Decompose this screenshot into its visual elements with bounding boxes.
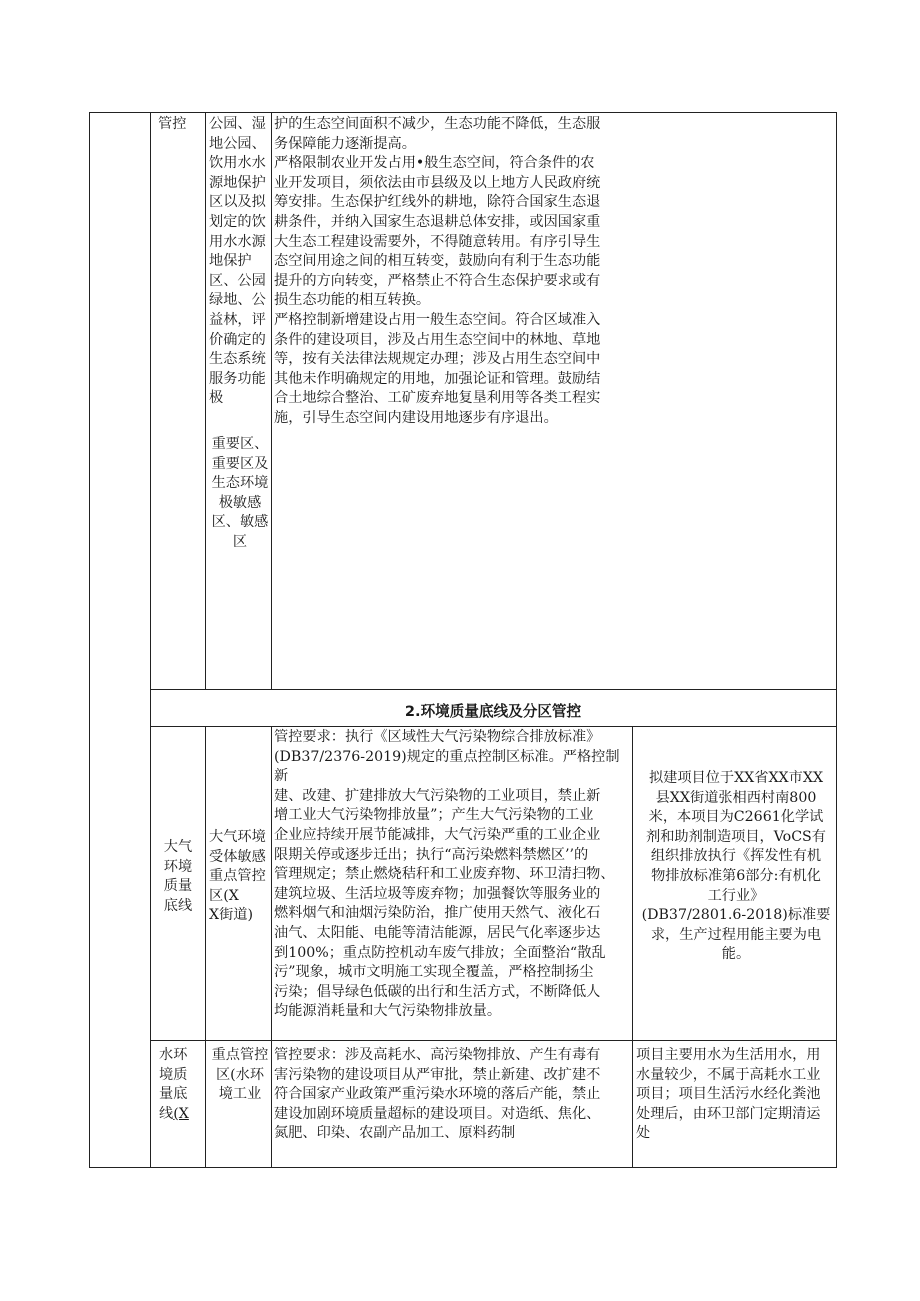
ecology-category-cell: 管控 [158, 116, 187, 132]
table-line-col3 [271, 112, 272, 689]
ecology-zone-cell-lower: 重要区、 重要区及 生态环境 极敏感 区、敏感 区 [211, 436, 269, 550]
table-border-top [89, 112, 837, 113]
table-border-left [89, 112, 90, 1167]
table-line-heading-bottom [150, 726, 837, 727]
water-category-cell [159, 1046, 203, 1124]
air-compliance-cell: 拟建项目位于XX省XX市XX 县XX街道张相西村南800 米，本项目为C2661化学试 剂和助剂制造项目，VoCS有 组织排放执行《挥发性有机 物排放标准第6部分:有机化 工行业》 (DB37/2801.6-2018)标准要 求，生产过程用能主要为电 能。 [641, 770, 831, 963]
table-line-col2-lower [205, 726, 206, 1167]
table-border-right [836, 112, 837, 1167]
table-line-col2 [205, 112, 206, 689]
water-compliance-cell: 项目主要用水为生活用水，用 水量较少，不属于高耗水工业 项目；项目生活污水经化粪池 处理后，由环卫部门定期清运 处 [636, 1047, 821, 1142]
water-requirement-cell: 管控要求：涉及高耗水、高污染物排放、产生有毒有 害污染物的建设项目从严审批，禁止新建、改扩建不 符合国家产业政策严重污染水环境的落后产能，禁止 建设加剧环境质量超标的建设项目。对造纸、焦化、 氮肥、印染、农副产品加工、原料药制 [274, 1047, 601, 1142]
air-zone-cell: 大气环境 受体敏感 重点管控 区(X X街道) [209, 829, 266, 924]
air-category-cell: 大气 环境 质量 底线 [163, 839, 193, 914]
table-line-col3-lower [271, 726, 272, 1167]
section-heading: 2.环境质量底线及分区管控 [404, 703, 582, 720]
table-line-col4 [632, 726, 633, 1167]
ecology-requirement-cell: 护的生态空间面积不减少，生态功能不降低，生态服 务保障能力逐渐提高。 严格限制农业开发占用•般生态空间，符合条件的农 业开发项目，须依法由市县级及以上地方人民政府统 筹安排。生态保护红线外的耕地，除符合国家生态退 耕条件，并纳入国家生态退耕总体安排，或因国家重 大生态工程建设需要外，不得随意转用。有序引导生 态空间用途之间的相互转变，鼓励向有利于生态功能 提升的方向转变，严格禁止不符合生态保护要求或有 损生态功能的相互转换。 严格控制新增建设占用一般生态空间。符合区域准入 条件的建设项目，涉及占用生态空间中的林地、草地 等，按有关法律法规规定办理；涉及占用生态空间中 其他未作明确规定的用地，加强论证和管理。鼓励结 合土地综合整治、工矿废弃地复垦利用等各类工程实 施，引导生态空间内建设用地逐步有序退出。 [274, 116, 601, 426]
table-border-bottom [89, 1167, 837, 1168]
water-zone-cell: 重点管控 区(水环 境工业 [211, 1047, 269, 1103]
water-category-tail: (X [173, 1105, 189, 1122]
ecology-zone-cell-upper: 公园、湿 地公园、 饮用水水 源地保护 区以及拟 划定的饮 用水水源 地保护 区、公园 绿地、公 益林，评 价确定的 生态系统 服务功能 极 [209, 116, 266, 407]
table-line-row-divider [150, 1040, 837, 1041]
table-line-heading-top [150, 689, 837, 690]
table-line-col1 [150, 112, 151, 1167]
water-category-text: 水环 境质 量底 线 [159, 1047, 188, 1122]
air-requirement-cell: 管控要求：执行《区域性大气污染物综合排放标准》 (DB37/2376-2019)规定的重点控制区标准。严格控制新 建、改建、扩建排放大气污染物的工业项目，禁止新 增工业大气污染物排放量”；产生大气污染物的工业 企业应持续开展节能减排，大气污染严重的工业企业 限期关停或逐步迁出；执行“高污染燃料禁燃区’’的 管理规定；禁止燃烧秸秆和工业废弃物、环卫清扫物、 建筑垃圾、生活垃圾等废弃物；加强餐饮等服务业的 燃料烟气和油烟污染防治，推广使用天然气、液化石 油气、太阳能、电能等清洁能源，居民气化率逐步达 到100%；重点防控机动车废气排放；全面整治“散乱 污”现象，城市文明施工实现全覆盖，严格控制扬尘 污染；倡导绿色低碳的出行和生活方式，不断降低人 均能源消耗量和大气污染物排放量。 [274, 729, 620, 1020]
